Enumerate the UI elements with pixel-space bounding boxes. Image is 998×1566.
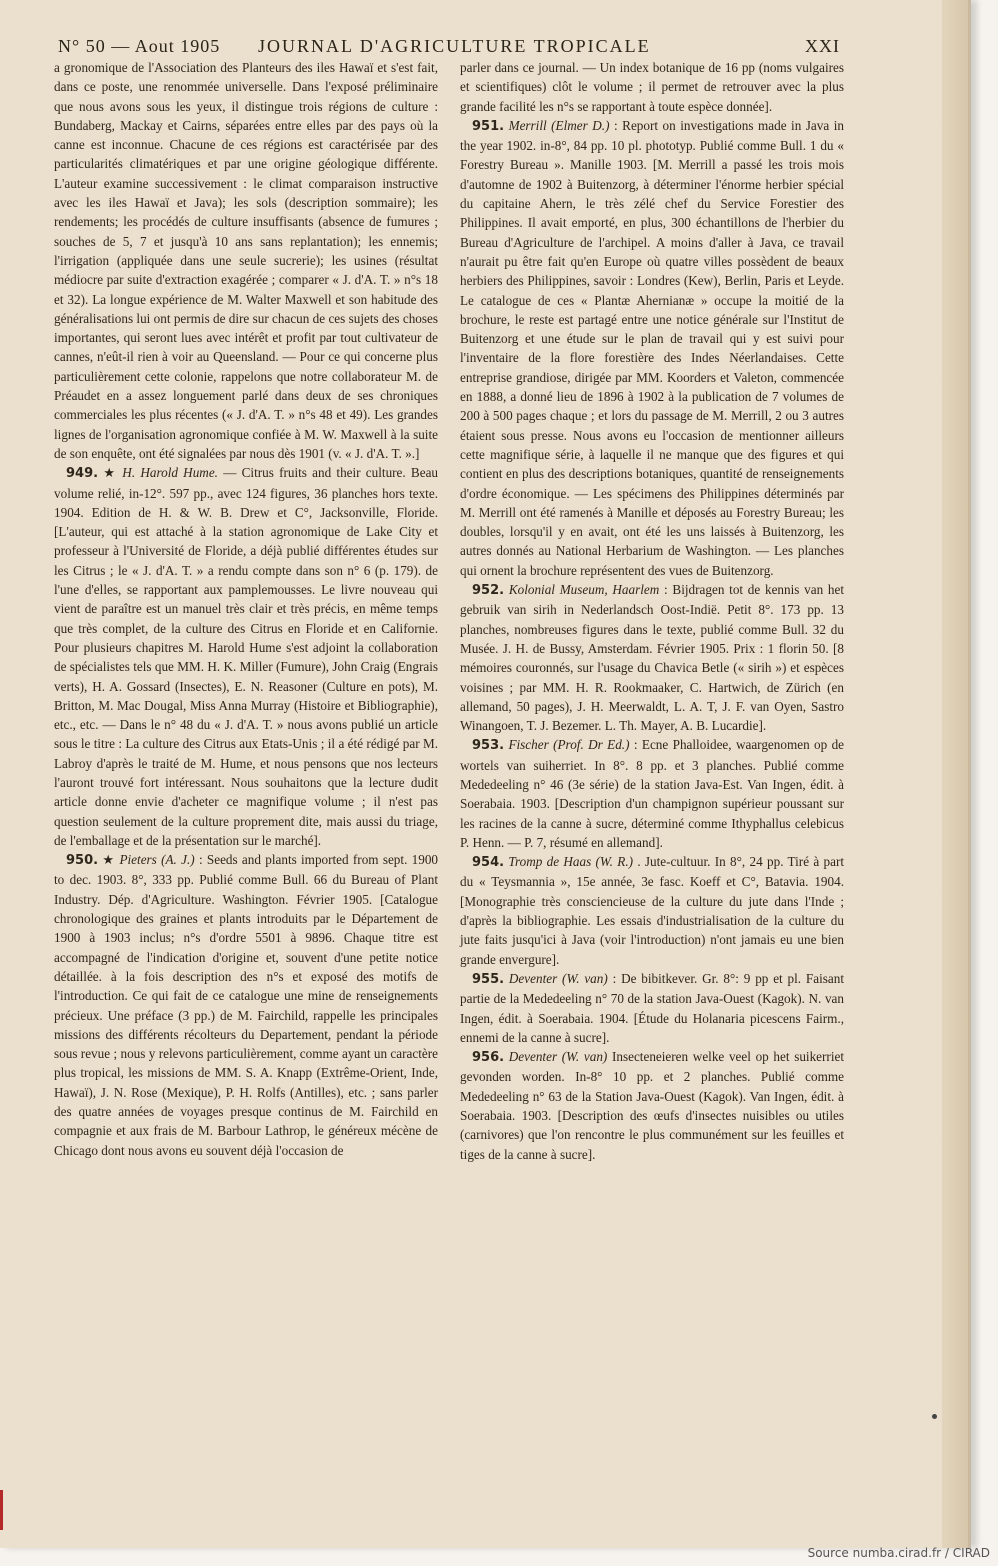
entry-text: — Citrus fruits and their culture. Beau volume relié, in-12°. 597 pp., avec 124 figures, 36 planches hors texte. 1904. Edition de H. & W. B. Drew et C°, Jacksonville, Floride. [L'auteur, qui est attaché à la station agronomique de Lake City et professeur à l'Université de Floride, a déjà publié différentes études sur les Citrus ; le « J. d'A. T. » a rendu compte dans son n° 6 (p. 179). de l'une d'elles, se rapportant aux pamplemousses. Le livre nouveau qui vient de paraître est un manuel très clair et très précis, en même temps que très complet, de la culture des Citrus en Floride et en Californie. Pour plusieurs chapitres M. Harold Hume s'est adjoint la collaboration de spécialistes tels que MM. H. K. Miller (Fumure), John Craig (Engrais verts), H. A. Gossard (Insectes), E. N. Reasoner (Culture en pots), M. Britton, M. Mac Dougal, Miss Anna Murray (Histoire et Bibliographie), etc., etc. — Dans le n° 48 du « J. d'A. T. » nous avons publié un article sous le titre : La culture des Citrus aux Etats-Unis ; il a été rédigé par M. Labroy d'après le traité de M. Hume, et nous pensons que nos lecteurs l'auront trouvé fort intéressant. Nous souhaitons que la lecture dudit article donne envie d'acheter ce magnifique volume ; il n'est pas question seulement de la culture proprement dite, mais aussi du triage, de l'emballage et de la présentation sur le marché]. [54, 465, 439, 848]
entry-text: : Report on investigations made in Java in the year 1902. in-8°, 84 pp. 10 pl. phototyp. Publié comme Bull. 1 du « Forestry Bureau ». Manille 1903. [M. Merrill a passé les trois mois d'automne de 1902 à Buitenzorg, à déterminer l'énorme herbier spécial du capitaine Ahern, le très zélé chef du Service Forestier des Philippines. Il avait emporté, en plus, 300 échantillons de l'herbier du Bureau d'Agriculture de l'archipel. A moins d'aller à Java, ce travail n'aurait pu être fait qu'en Europe où quatre villes possèdent de beaux herbiers des Philippines, savoir : Londres (Kew), Berlin, Paris et Leyde. Le catalogue de ces « Plantæ Ahernianæ » occupe la moitié de la brochure, le reste est partagé entre une notice générale sur l'Institut de Buitenzorg et une étude sur le plan de travail qui y est suivi pour l'inventaire de la flore forestière des Indes Néerlandaises. Cette entreprise grandiose, dirigée par MM. Koorders et Valeton, commencée en 1888, a donné lieu de 1896 à 1902 à la publication de 7 volumes de 200 à 500 pages chaque ; et lors du passage de M. Merrill, 2 ou 3 autres étaient sous presse. Nous avons eu l'occasion de mentionner ailleurs cette magnifique série, à laquelle il ne manque que des figures et qui contient en plus des descriptions botaniques, quantité de renseignements d'ordre économique. — Les spécimens des Philippines déterminés par M. Merrill ont été ramenés à Manille et déposés au Forestry Bureau; les doubles, lorsqu'il y en avait, ont été les uns laissés à Buitenzorg, les autres donnés au National Herbarium de Washington. — Les planches qui ornent la brochure représentent des vues de Buitenzorg. [460, 117, 844, 578]
entry-author: Fischer (Prof. Dr Ed.) [508, 737, 630, 753]
entry-text: Insecteneieren welke veel op het suikerriet gevonden worden. In-8° 10 pp. et 2 planches. Publié comme Mededeeling n° 63 de la Station Java-Ouest (Kagok). Van Ingen, édit. à Soerabaia. 1903. [Description des œufs d'insectes nuisibles ou utiles (carnivores) que l'on rencontre le plus communément sur les feuilles et tiges de la canne à sucre]. [460, 1049, 845, 1162]
issue-info: N° 50 — Aout 1905 [58, 36, 221, 56]
page-edge [942, 0, 968, 1548]
source-credit: Source numba.cirad.fr / CIRAD [807, 1546, 990, 1560]
page-number: XXI [805, 36, 840, 56]
entry-number: 950. [66, 853, 99, 869]
left-column [54, 58, 438, 1160]
entry-author: Pieters (A. J.) [119, 852, 195, 868]
right-column [460, 58, 844, 1164]
entry-951 [460, 116, 844, 580]
journal-title: JOURNAL D'AGRICULTURE TROPICALE [258, 36, 651, 56]
entry-text: : Seeds and plants imported from sept. 1900 to dec. 1903. 8°, 333 pp. Publié comme Bull. 66 du Bureau of Plant Industry. Dép. d'Agriculture. Washington. Février 1905. [Catalogue chronologique des graines et plants introduits par le Département de 1900 à 1903 inclus; n°s d'ordre 5501 à 9896. Chaque titre est accompagné de l'indication d'origine et, souvent d'une petite notice détaillée. à la fois description des n°s et exposé des motifs de l'introduction. Ce qui fait de ce catalogue une mine de renseignements précieux. Une préface (3 pp.) de M. Fairchild, rappelle les principales missions des différents récolteurs du Departement, pendant la période sous revue ; nous y relevons particulièrement, comme ayant un caractère plus tropical, les missions de MM. S. A. Knapp (Extrême-Orient, Inde, Hawaï), J. N. Rose (Mexique), P. H. Rolfs (Antilles), etc. ; sans parler des quatre années de voyages presque continus de M. Fairchild en compagnie et aux frais de M. Barbour Lathrop, le généreux mécène de Chicago dont nous avons eu souvent déjà l'occasion de [54, 852, 439, 1158]
entry-950 [54, 850, 438, 1160]
binding-mark [0, 1490, 3, 1530]
entry-954 [460, 852, 844, 969]
entry-text: : Bijdragen tot de kennis van het gebruik van sirih in Nederlandsch Oost-Indië. Petit 8°. 173 pp. 13 planches, nombreuses figures dans le texte, publié comme Bull. 32 du Musée. J. H. de Bussy, Amsterdam. Février 1905. Prix : 1 florin 50. [8 mémoires couronnés, sur l'usage du Chavica Betle (« sirih ») et espèces voisines ; par MM. H. R. Rookmaaker, C. Hartwich, de Zürich (en allemand, 50 pages), J. H. Meerwaldt, L. A. T, J. F. van Oyen, Sastro Winangoen, T. J. Bezemer. L. Th. Mayer, A. B. Lucardie]. [460, 582, 845, 734]
entry-author: Merrill (Elmer D.) [508, 117, 610, 133]
continuation-text: parler dans ce journal. — Un index botanique de 16 pp (noms vulgaires et scientifiques) clôt le volume ; il permet de retrouver avec la plus grande facilité les n°s se rapportant à toute espèce donnée]. [460, 60, 844, 114]
entry-number: 953. [472, 738, 505, 754]
continuation-text: a gronomique de l'Association des Planteurs des iles Hawaï et s'est fait, dans ce poste, une renommée universelle. Dans l'exposé préliminaire que nous avons sous les yeux, il distingue trois régions de culture : Bundaberg, Mackay et Cairns, séparées entre elles par des pays où la canne est inconnue. Chacune de ces régions est caractérisée par des particularités climatériques et par une origine géologique différente. L'auteur examine successivement : le climat comparaison instructive avec les iles Hawaï et Java); les sols (description sommaire); les rendements; les procédés de culture insuffisants (absence de fumures ; souches de 5, 7 et jusqu'à 10 ans sans replantation); les ennemis; l'irrigation (appliquée dans une seule sucrerie); les usines (résultat médiocre par suite d'extraction exagérée ; comparer « J. d'A. T. » n°s 18 et 32). La longue expérience de M. Walter Maxwell et son habitude des généralisations lui ont permis de dire sur chacun de ces sujets des choses importantes, qui seront lues avec intérêt et profit par tout cultivateur de cannes, n'eût-il rien à voir au Queensland. — Pour ce qui concerne plus particulièrement cette colonie, rappelons que notre collaborateur M. de Préaudet en a assez longuement parlé dans deux de ses chroniques commerciales les plus récentes (« J. d'A. T. » n°s 48 et 49). Les grandes lignes de l'organisation agronomique confiée à M. W. Maxwell à la suite de son enquête, ont été signalées par nous dès 1901 (v. « J. d'A. T. ».] [54, 60, 438, 461]
entry-956 [460, 1047, 844, 1164]
entry-number: 954. [472, 855, 505, 871]
entry-number: 956. [472, 1050, 505, 1066]
entry-author: H. Harold Hume. [122, 465, 218, 481]
entry-number: 951. [472, 118, 505, 134]
entry-text: . Jute-cultuur. In 8°, 24 pp. Tiré à part du « Teysmannia », 15e année, 3e fasc. Koeff et C°, Batavia. 1904. [Monographie très consciencieuse de la culture du jute dans l'Inde ; d'après la bibliographie. Les essais d'industrialisation de la culture du jute faits jusqu'ici à Java (voir l'introduction) n'ont jamais eu une bien grande envergure]. [460, 854, 844, 967]
entry-number: 949. [66, 466, 99, 482]
entry-author: Deventer (W. van) [508, 1049, 608, 1065]
entry-text: : Ecne Phalloidee, waargenomen op de wortels van suiherriet. In 8°. 8 pp. et 3 planches. Publié comme Mededeeling n° 46 (3e série) de la station Java-Est. Van Ingen, édit. à Soerabaia. 1903. [Description d'un champignon supérieur poussant sur les racines de la canne à sucre, déterminé comme Ithyphallus celebicus P. Henn. — P. 7, résumé en allemand]. [460, 737, 845, 850]
entry-number: 955. [472, 971, 505, 987]
entry-number: 952. [472, 583, 505, 599]
entry-author: Tromp de Haas (W. R.) [508, 854, 634, 870]
star-marker: ★ [103, 465, 118, 481]
entry-952 [460, 580, 844, 735]
entry-author: Kolonial Museum, Haarlem [508, 582, 660, 598]
entry-949 [54, 463, 438, 850]
ink-dot [932, 1414, 937, 1419]
entry-955 [460, 969, 844, 1047]
entry-text: : De bibitkever. Gr. 8°: 9 pp et pl. Faisant partie de la Mededeeling n° 70 de la station Java-Ouest (Kagok). N. van Ingen, édit. à Soerabaia. 1904. [Étude du Holanaria picescens Fairm., ennemi de la canne à sucre]. [460, 970, 844, 1045]
entry-author: Deventer (W. van) [508, 970, 608, 986]
entry-953 [460, 735, 844, 852]
star-marker: ★ [102, 852, 116, 868]
